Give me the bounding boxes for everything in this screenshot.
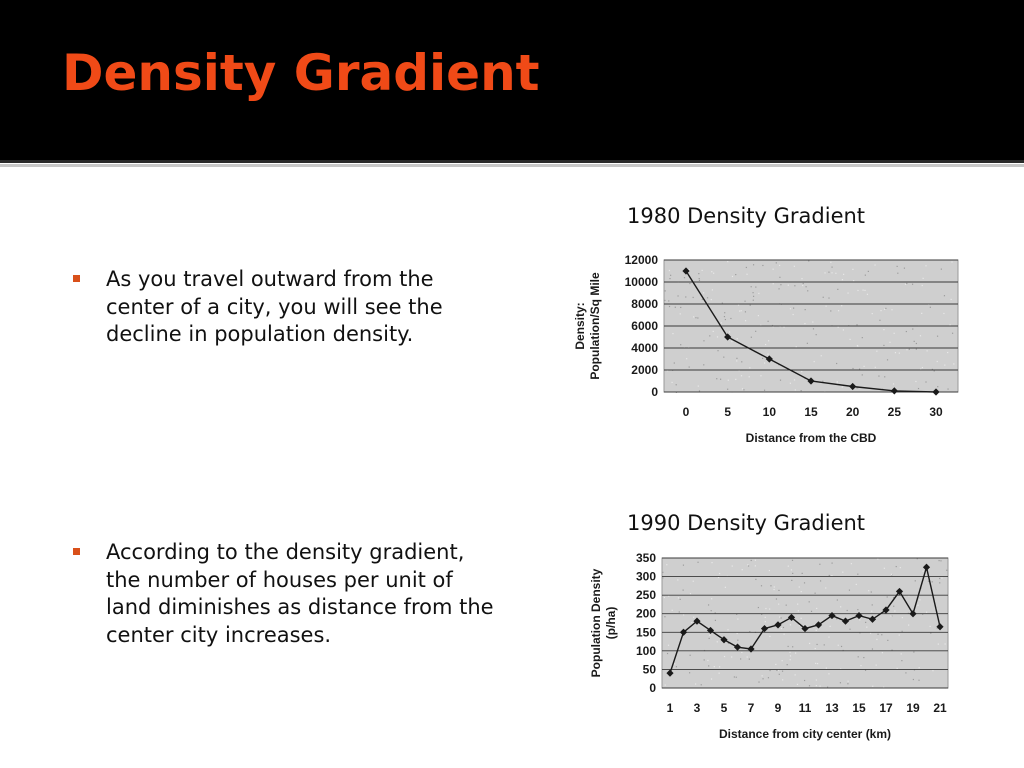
y-tick-label: 50 [642,662,656,677]
divider-dark [0,160,1024,163]
x-tick-label: 21 [933,701,947,715]
y-tick-label: 2000 [631,363,658,377]
bullet-square-icon [73,548,80,555]
bullet-text: As you travel outward from the center of a city, you will see the decline in population density. [106,267,443,346]
y-tick-label: 4000 [631,341,658,355]
x-tick-label: 10 [762,405,777,419]
y-axis-label: Population Density [589,568,603,678]
y-axis-label: Density: [573,302,587,350]
slide-title: Density Gradient [62,44,540,102]
bullet-text: According to the density gradient, the number of houses per unit of land diminishes as distance from the center city increases. [106,540,494,647]
y-axis-label: (p/ha) [604,606,618,640]
bullet-item [106,539,496,649]
y-tick-label: 350 [635,551,656,565]
y-tick-label: 0 [651,385,658,399]
x-tick-label: 13 [825,701,839,715]
bullet-item [106,266,496,349]
x-axis-label: Distance from city center (km) [718,727,892,741]
x-tick-label: 15 [852,701,866,715]
x-tick-label: 11 [798,701,812,715]
x-tick-label: 3 [693,701,701,715]
divider-light [0,164,1024,167]
x-tick-label: 15 [804,405,818,419]
x-tick-label: 30 [929,405,943,419]
x-tick-label: 5 [724,405,732,419]
plot-area [662,558,948,688]
x-tick-label: 9 [774,701,782,715]
y-tick-label: 200 [635,606,656,621]
x-tick-label: 25 [887,405,902,419]
y-axis-label: Population/Sq Mile [588,272,602,380]
density-chart-1990 [578,545,978,750]
y-tick-label: 150 [635,625,656,640]
y-tick-label: 12000 [624,253,658,267]
y-tick-label: 100 [635,643,656,658]
x-tick-label: 20 [845,405,860,419]
chart-caption-1980: 1980 Density Gradient [627,204,866,228]
y-tick-label: 10000 [624,275,658,289]
x-tick-label: 0 [682,405,690,419]
x-axis-label: Distance from the CBD [745,431,877,445]
x-tick-label: 5 [720,701,728,715]
y-tick-label: 0 [649,681,656,695]
x-tick-label: 17 [879,701,893,715]
y-tick-label: 250 [635,588,656,603]
y-tick-label: 300 [635,569,656,584]
y-tick-label: 8000 [631,297,658,311]
x-tick-label: 19 [906,701,920,715]
y-tick-label: 6000 [631,319,658,333]
x-tick-label: 1 [666,701,674,715]
bullet-square-icon [73,275,80,282]
x-tick-label: 7 [747,701,755,715]
density-chart-1980 [560,243,980,458]
chart-caption-1990: 1990 Density Gradient [627,511,866,535]
title-bar [0,0,1024,160]
